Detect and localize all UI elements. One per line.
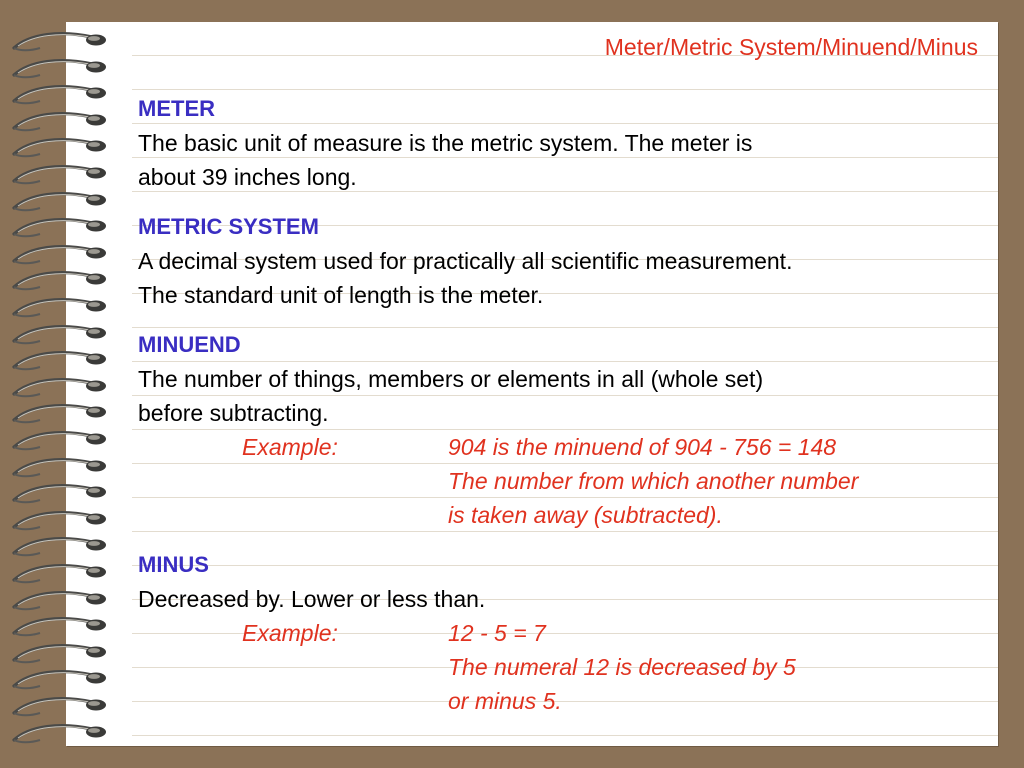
definition-line: A decimal system used for practically all scientific measurement. [138,248,793,274]
spiral-coil-icon [0,134,112,160]
spiral-coil-icon [0,720,112,746]
spiral-coil-icon [0,161,112,187]
example-text: 904 is the minuend of 904 - 756 = 148 [448,434,837,460]
spiral-coil-icon [0,28,112,54]
example-row [138,616,978,650]
definition-line: about 39 inches long. [138,164,357,190]
spiral-coil-icon [0,454,112,480]
spiral-coil-icon [0,81,112,107]
spiral-coil-icon [0,241,112,267]
definition-line: before subtracting. [138,400,329,426]
spiral-coil-icon [0,321,112,347]
term-heading: MINUS [138,552,209,577]
example-text: The numeral 12 is decreased by 5 [448,654,796,680]
term-heading: METRIC SYSTEM [138,214,319,239]
spiral-coil-icon [0,347,112,373]
section-minus [138,548,978,718]
example-text: or minus 5. [448,688,562,714]
example-row [138,684,978,718]
spiral-coil-icon [0,533,112,559]
definition-line: The basic unit of measure is the metric system. The meter is [138,130,753,156]
definition-line: The number of things, members or elements in all (whole set) [138,366,764,392]
example-label: Example: [242,434,338,460]
example-row [138,498,978,532]
slide-title: Meter/Metric System/Minuend/Minus [604,34,978,60]
example-text: 12 - 5 = 7 [448,620,546,646]
spiral-coil-icon [0,613,112,639]
definition-line: Decreased by. Lower or less than. [138,586,486,612]
spiral-coil-icon [0,55,112,81]
spiral-coil-icon [0,108,112,134]
example-text: is taken away (subtracted). [448,502,723,528]
spiral-coil-icon [0,214,112,240]
spiral-coil-icon [0,666,112,692]
spiral-coil-icon [0,480,112,506]
spiral-coil-icon [0,640,112,666]
example-row [138,430,978,464]
spiral-coil-icon [0,267,112,293]
spiral-coil-icon [0,188,112,214]
example-row [138,464,978,498]
example-label: Example: [242,620,338,646]
example-row [138,650,978,684]
content [138,92,978,734]
section-metric-system [138,210,978,312]
definition-line: The standard unit of length is the meter. [138,282,544,308]
spiral-coil-icon [0,400,112,426]
term-heading: MINUEND [138,332,241,357]
notebook-page [66,22,998,746]
example-text: The number from which another number [448,468,859,494]
spiral-coil-icon [0,294,112,320]
spiral-coil-icon [0,560,112,586]
spiral-coil-icon [0,693,112,719]
spiral-coil-icon [0,587,112,613]
section-meter [138,92,978,194]
spiral-coil-icon [0,507,112,533]
term-heading: METER [138,96,215,121]
spiral-coil-icon [0,374,112,400]
section-minuend [138,328,978,532]
spiral-coil-icon [0,427,112,453]
